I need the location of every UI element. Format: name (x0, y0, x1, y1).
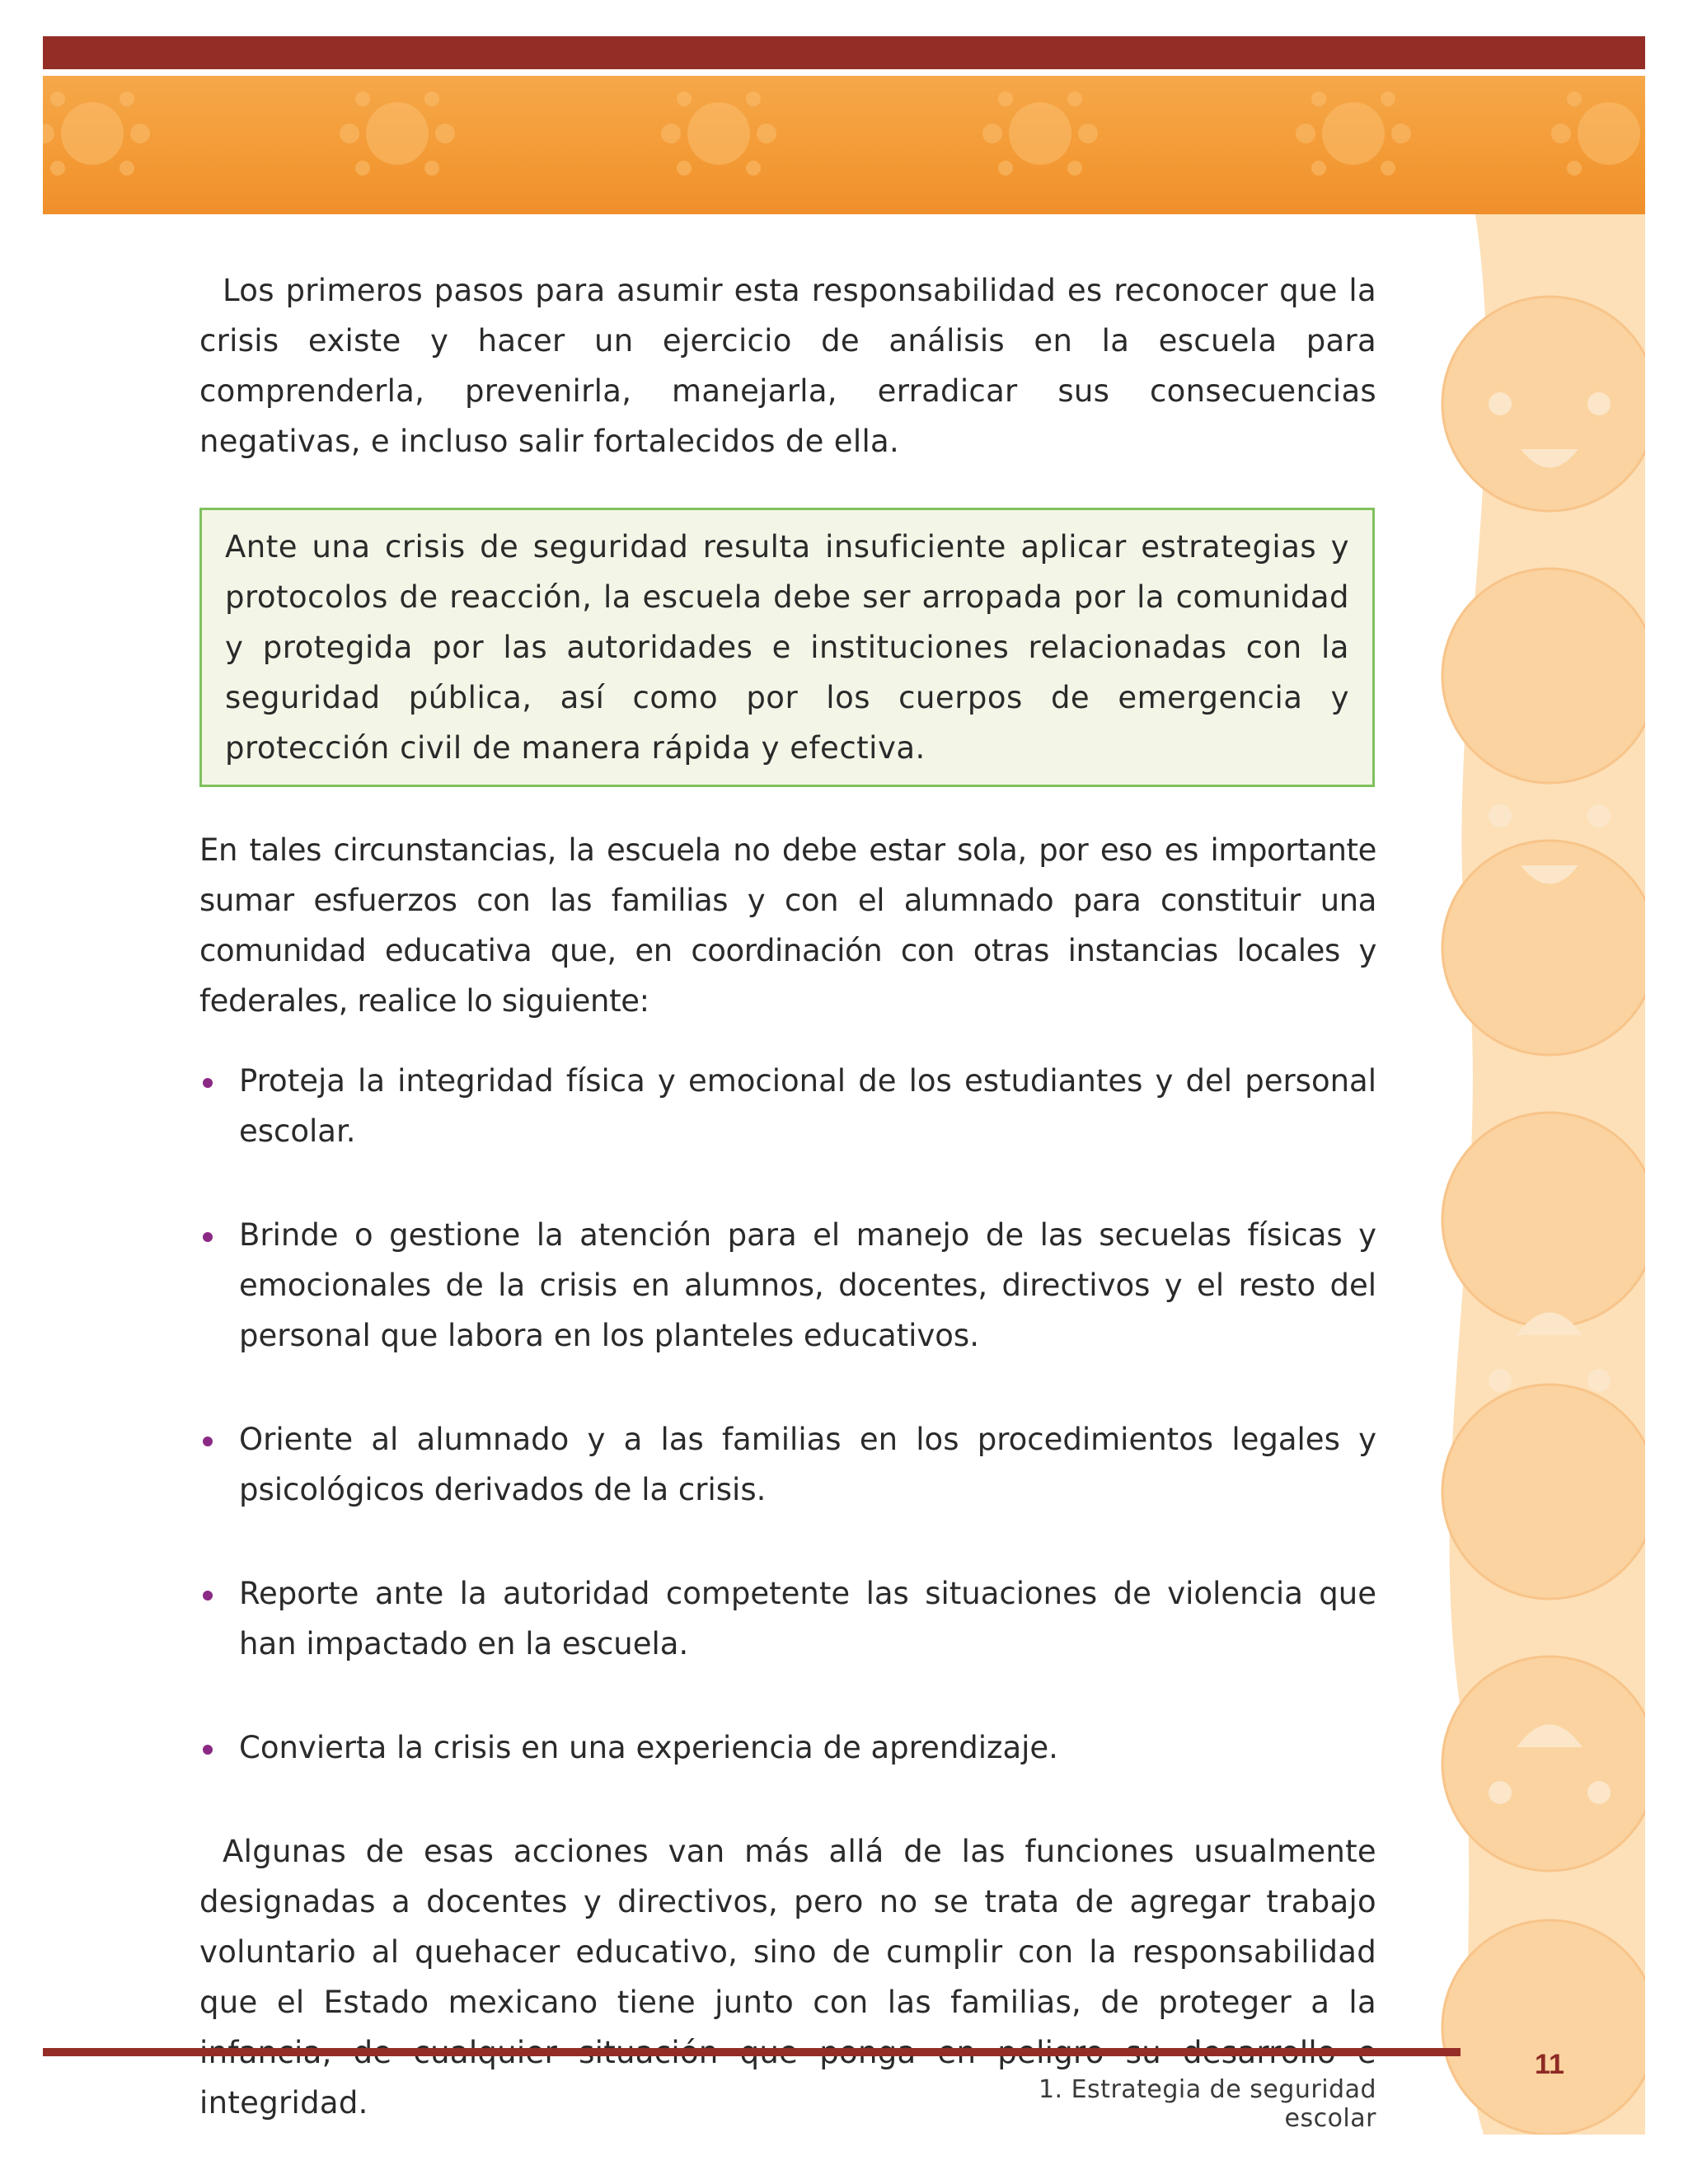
smiley-faces-icon (1434, 214, 1645, 2135)
main-content (199, 265, 1376, 2128)
bullet-icon (203, 1436, 213, 1446)
bullet-icon (203, 1591, 213, 1601)
intro-paragraph: Los primeros pasos para asumir esta responsabilidad es reconocer que la crisis existe y hacer un ejercicio de análisis en la escuela para comprenderla, prevenirla, manejarla, erradicar sus consecuencias negativas, e incluso salir fortalecidos de ella. (199, 273, 1376, 459)
list-item-text: Oriente al alumnado y a las familias en los procedimientos legales y psicológicos derivados de la crisis. (239, 1422, 1376, 1507)
chapter-footer: 1. Estrategia de seguridad escolar (1038, 2075, 1376, 2133)
list-item-text: Convierta la crisis en una experiencia de aprendizaje. (239, 1730, 1058, 1765)
footer-rule (43, 2048, 1461, 2056)
list-item (199, 1568, 1376, 1669)
action-list (199, 1056, 1376, 1773)
page-number: 11 (1535, 2049, 1564, 2080)
list-item-text: Reporte ante la autoridad competente las situaciones de violencia que han impactado en la escuela. (239, 1576, 1376, 1661)
header-bar (43, 36, 1645, 69)
header-band (43, 76, 1645, 214)
bullet-icon (203, 1232, 213, 1242)
list-item (199, 1722, 1376, 1773)
bullet-icon (203, 1078, 213, 1088)
sun-pattern-icon (43, 76, 1645, 214)
callout-text: Ante una crisis de seguridad resulta insuficiente aplicar estrategias y protocolos de reacción, la escuela debe ser arropada por la comunidad y protegida por las autoridades e instituciones relacionadas con la seguridad pública, así como por los cuerpos de emergencia y protección civil de manera rápida y efectiva. (225, 529, 1349, 766)
list-item (199, 1056, 1376, 1156)
callout-box (199, 508, 1375, 787)
list-item (199, 1414, 1376, 1515)
list-item-text: Proteja la integridad física y emocional de los estudiantes y del personal escolar. (239, 1063, 1376, 1149)
circumstances-paragraph: En tales circunstancias, la escuela no debe estar sola, por eso es importante sumar esfuerzos con las familias y con el alumnado para constituir una comunidad educativa que, en coordinación con otras instancias locales y federales, realice lo siguiente: (199, 832, 1376, 1019)
side-decoration (1434, 214, 1645, 2135)
closing-paragraph: Algunas de esas acciones van más allá de las funciones usualmente designadas a docentes y directivos, pero no se trata de agregar trabajo voluntario al quehacer educativo, sino de cumplir con la responsabilidad que el Estado mexicano tiene junto con las familias, de proteger a la integridad. (199, 1834, 1376, 2121)
list-item (199, 1210, 1376, 1361)
list-item-text: Brinde o gestione la atención para el manejo de las secuelas físicas y emocionales de la crisis en alumnos, docentes, directivos y el resto del personal que labora en los planteles educativos. (239, 1217, 1376, 1353)
bullet-icon (203, 1745, 213, 1755)
